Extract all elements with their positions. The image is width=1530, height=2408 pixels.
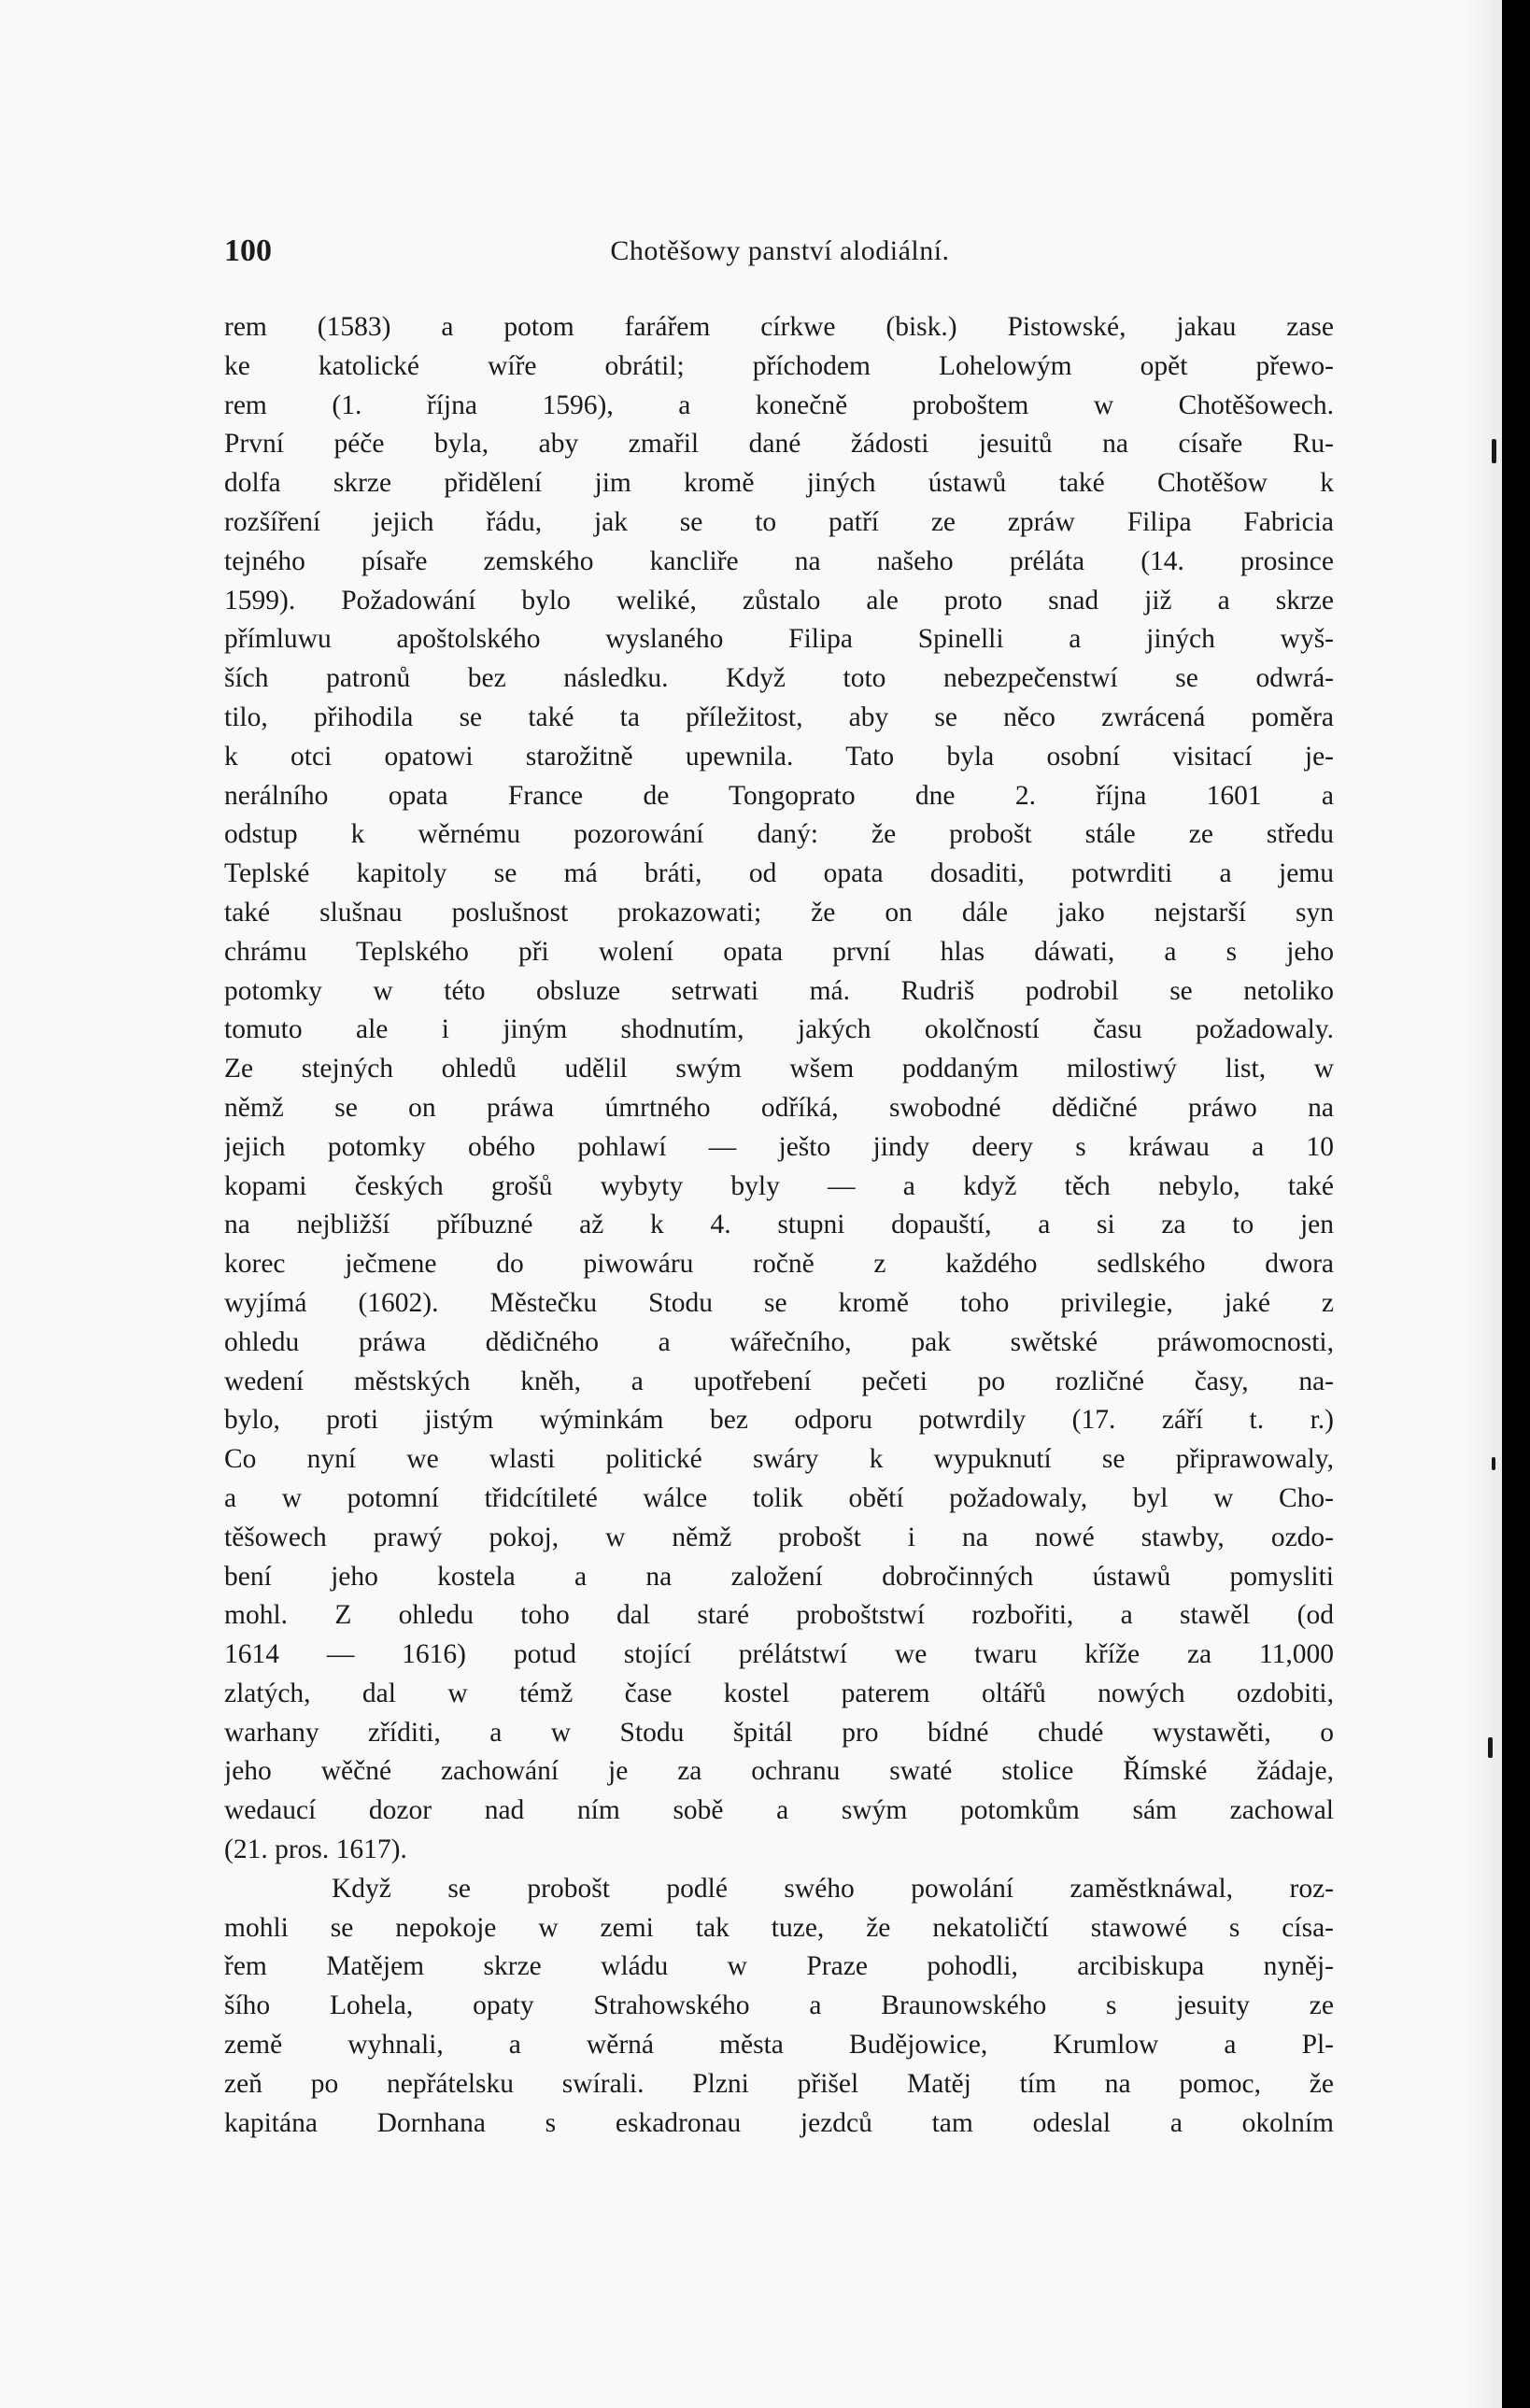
text-line: potomky w této obsluze setrwati má. Rudriš podrobil se netoliko <box>224 975 1334 1006</box>
text-line: také slušnau poslušnost prokazowati; že on dále jako nejstarší syn <box>224 897 1334 928</box>
text-line: rozšíření jejich řádu, jak se to patří ze zpráw Filipa Fabricia <box>224 506 1334 537</box>
text-line: odstup k wěrnému pozorowání daný: že probošt stále ze středu <box>224 819 1334 850</box>
text-line: kopami českých grošů wybyty byly — a když těch nebylo, také <box>224 1170 1334 1201</box>
text-line: rem (1. října 1596), a konečně proboštem w Chotěšowech. <box>224 390 1334 420</box>
text-line: bylo, proti jistým wýminkám bez odporu potwrdily (17. září t. r.) <box>224 1405 1334 1436</box>
text-line: zeň po nepřátelsku swírali. Plzni přišel Matěj tím na pomoc, že <box>224 2068 1334 2099</box>
text-line: dolfa skrze přidělení jim kromě jiných ústawů také Chotěšow k <box>224 468 1334 499</box>
scan-edge-mark <box>1492 439 1496 463</box>
text-line: wedení městských kněh, a upotřebení pečeti po rozličné časy, na- <box>224 1366 1334 1396</box>
page-header <box>224 234 1336 275</box>
text-line: těšowech prawý pokoj, w němž probošt i na nowé stawby, ozdo- <box>224 1522 1334 1552</box>
text-line: Když se probošt podlé swého powolání zaměstknáwal, roz- <box>332 1873 1334 1904</box>
text-line: země wyhnali, a wěrná města Budějowice, Krumlow a Pl- <box>224 2030 1334 2061</box>
body-text <box>224 308 1334 2143</box>
text-line: korec ječmene do piwowáru ročně z každého sedlského dwora <box>224 1249 1334 1280</box>
text-line: ke katolické wíře obrátil; příchodem Lohelowým opět přewo- <box>224 350 1334 381</box>
text-line: tomuto ale i jiným shodnutím, jakých okolčností času požadowaly. <box>224 1014 1334 1045</box>
text-line: kapitána Dornhana s eskadronau jezdců tam odeslal a okolním <box>224 2107 1334 2138</box>
scan-edge-mark <box>1492 1457 1495 1470</box>
text-line: mohl. Z ohledu toho dal staré proboštstwí rozbořiti, a stawěl (od <box>224 1600 1334 1631</box>
text-line: Co nyní we wlasti politické swáry k wypuknutí se připrawowaly, <box>224 1444 1334 1475</box>
text-line: jejich potomky obého pohlawí — ješto jindy deery s kráwau a 10 <box>224 1131 1334 1162</box>
text-line: chrámu Teplského při wolení opata první hlas dáwati, a s jeho <box>224 936 1334 967</box>
text-line: První péče byla, aby zmařil dané žádosti jesuitů na císaře Ru- <box>224 429 1334 460</box>
text-line: nerálního opata France de Tongoprato dne 2. října 1601 a <box>224 780 1334 811</box>
text-line: mohli se nepokoje w zemi tak tuze, že nekatoličtí stawowé s císa- <box>224 1912 1334 1943</box>
text-line: k otci opatowi starožitně upewnila. Tato byla osobní visitací je- <box>224 741 1334 772</box>
text-line: 1599). Požadowání bylo weliké, zůstalo ale proto snad již a skrze <box>224 585 1334 616</box>
text-line: řem Matějem skrze wládu w Praze pohodli, arcibiskupa nyněj- <box>224 1951 1334 1982</box>
text-line: němž se on práwa úmrtného odříká, swobodné dědičné práwo na <box>224 1092 1334 1123</box>
text-line: na nejbližší příbuzné až k 4. stupni dopauští, a si za to jen <box>224 1210 1334 1240</box>
text-line: Teplské kapitoly se má bráti, od opata dosaditi, potwrditi a jemu <box>224 858 1334 889</box>
scan-edge-mark <box>1488 1737 1493 1758</box>
text-line: tejného písaře zemského kancliře na našeho préláta (14. prosince <box>224 545 1334 576</box>
text-line: bení jeho kostela a na založení dobročinných ústawů pomysliti <box>224 1561 1334 1592</box>
running-title: Chotěšowy panství alodiální. <box>610 235 950 266</box>
text-line: jeho wěčné zachowání je za ochranu swaté stolice Římské žádaje, <box>224 1756 1334 1787</box>
text-line: ohledu práwa dědičného a wářečního, pak swětské práwomocnosti, <box>224 1326 1334 1357</box>
text-line: (21. pros. 1617). <box>224 1834 407 1865</box>
text-line: warhany zříditi, a w Stodu špitál pro bídné chudé wystawěti, o <box>224 1717 1334 1748</box>
text-line: ších patronů bez následku. Když toto nebezpečenstwí se odwrá- <box>224 663 1334 694</box>
text-line: přímluwu apoštolského wyslaného Filipa Spinelli a jiných wyš- <box>224 624 1334 655</box>
text-line: Ze stejných ohledů udělil swým wšem poddaným milostiwý list, w <box>224 1054 1334 1084</box>
text-line: rem (1583) a potom farářem církwe (bisk.) Pistowské, jakau zase <box>224 312 1334 342</box>
text-line: zlatých, dal w témž čase kostel paterem oltářů nowých ozdobiti, <box>224 1678 1334 1708</box>
text-line: tilo, přihodila se také ta příležitost, aby se něco zwrácená poměra <box>224 701 1334 732</box>
text-line: wedaucí dozor nad ním sobě a swým potomkům sám zachowal <box>224 1795 1334 1826</box>
text-line: 1614 — 1616) potud stojící prélátstwí we twaru kříže za 11,000 <box>224 1639 1334 1670</box>
text-line: wyjímá (1602). Městečku Stodu se kromě toho privilegie, jaké z <box>224 1287 1334 1318</box>
text-line: šího Lohela, opaty Strahowského a Braunowského s jesuity ze <box>224 1990 1334 2021</box>
page-number: 100 <box>224 234 272 268</box>
text-line: a w potomní třidcítileté wálce tolik obětí požadowaly, byl w Cho- <box>224 1482 1334 1513</box>
